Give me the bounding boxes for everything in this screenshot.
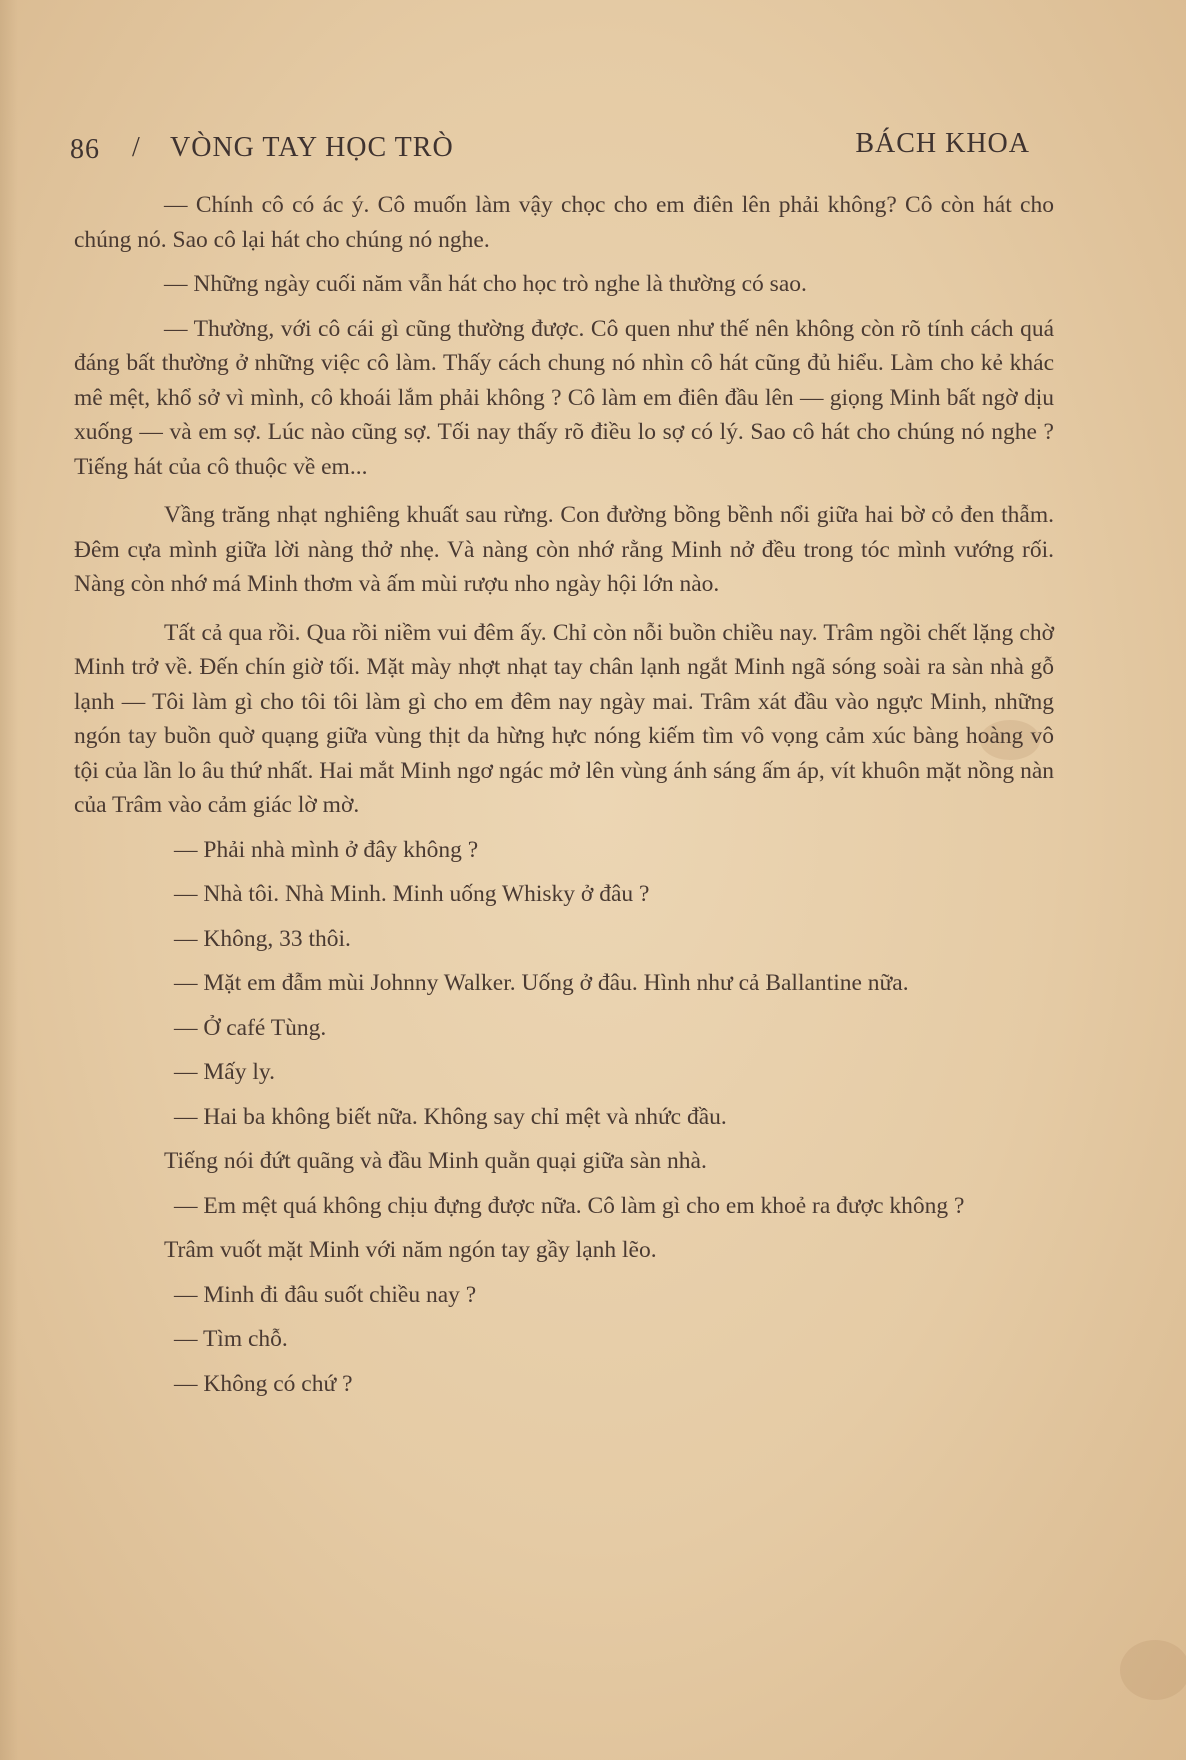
header-separator: / (132, 132, 141, 163)
narrative-paragraph: Trâm vuốt mặt Minh với năm ngón tay gầy lạnh lẽo. (164, 1237, 657, 1263)
page-body (74, 188, 1054, 1401)
page-header (70, 128, 1030, 172)
narrative-paragraph: Tiếng nói đứt quãng và đầu Minh quằn quại giữa sàn nhà. (164, 1148, 707, 1174)
dialogue-line: — Ở café Tùng. (174, 1014, 327, 1041)
dialogue-line: — Nhà tôi. Nhà Minh. Minh uống Whisky ở đâu ? (174, 881, 650, 907)
page-number: 86 (70, 134, 100, 165)
narrative-paragraph: Tất cả qua rồi. Qua rồi niềm vui đêm ấy. Chỉ còn nỗi buồn chiều nay. Trâm ngồi chết lặng chờ Minh trở về. Đến chín giờ tối. Mặt mày nhợt nhạt tay chân lạnh ngắt Minh ngã sóng soài ra sàn nhà gỗ lạnh — Tôi làm gì cho tôi tôi làm gì cho em đêm nay ngày mai. Trâm xát đầu vào ngực Minh, những ngón tay buồn quờ quạng giữa vùng thịt da hừng hực nóng kiếm tìm vô vọng cảm xúc bàng hoàng vô tội của lần lo âu thứ nhất. Hai mắt Minh ngơ ngác mở lên vùng ánh sáng ấm áp, vít khuôn mặt nồng nàn của Trâm vào cảm giác lờ mờ. (74, 619, 1054, 818)
dialogue-paragraph: — Những ngày cuối năm vẫn hát cho học trò nghe là thường có sao. (164, 271, 807, 297)
dialogue-paragraph: — Thường, với cô cái gì cũng thường được. Cô quen như thế nên không còn rõ tính cách quá đáng bất thường ở những việc cô làm. Thấy cách chung nó nhìn cô hát cũng đủ hiểu. Làm cho kẻ khác mê mệt, khổ sở vì mình, cô khoái lắm phải không ? Cô làm em điên đầu lên — giọng Minh bất ngờ dịu xuống — và em sợ. Lúc nào cũng sợ. Tối nay thấy rõ điều lo sợ có lý. Sao cô hát cho chúng nó nghe ? Tiếng hát của cô thuộc về em... (74, 315, 1054, 480)
dialogue-paragraph: — Em mệt quá không chịu đựng được nữa. Cô làm gì cho em khoẻ ra được không ? (174, 1192, 965, 1219)
dialogue-paragraph: — Chính cô có ác ý. Cô muốn làm vậy chọc cho em điên lên phải không? Cô còn hát cho chúng nó. Sao cô lại hát cho chúng nó nghe. (74, 192, 1054, 253)
dialogue-line: — Không có chứ ? (174, 1370, 353, 1397)
dialogue-paragraph: — Mặt em đẫm mùi Johnny Walker. Uống ở đâu. Hình như cả Ballantine nữa. (174, 970, 909, 996)
magazine-name: BÁCH KHOA (855, 128, 1030, 159)
paper-stain (1120, 1640, 1186, 1700)
story-title: VÒNG TAY HỌC TRÒ (170, 132, 454, 163)
dialogue-line: — Hai ba không biết nữa. Không say chỉ mệt và nhức đầu. (174, 1103, 727, 1130)
narrative-paragraph: Vầng trăng nhạt nghiêng khuất sau rừng. Con đường bồng bềnh nổi giữa hai bờ cỏ đen thẫm. Đêm cựa mình giữa lời nàng thở nhẹ. Và nàng còn nhớ rằng Minh nở đều trong tóc mình vướng rối. Nàng còn nhớ má Minh thơm và ấm mùi rượu nho ngày hội lớn nào. (74, 502, 1054, 597)
dialogue-line: — Mấy ly. (174, 1059, 275, 1085)
dialogue-line: — Minh đi đâu suốt chiều nay ? (174, 1281, 477, 1308)
dialogue-line: — Phải nhà mình ở đây không ? (174, 836, 479, 863)
dialogue-line: — Tìm chỗ. (174, 1326, 288, 1352)
dialogue-line: — Không, 33 thôi. (174, 925, 351, 952)
